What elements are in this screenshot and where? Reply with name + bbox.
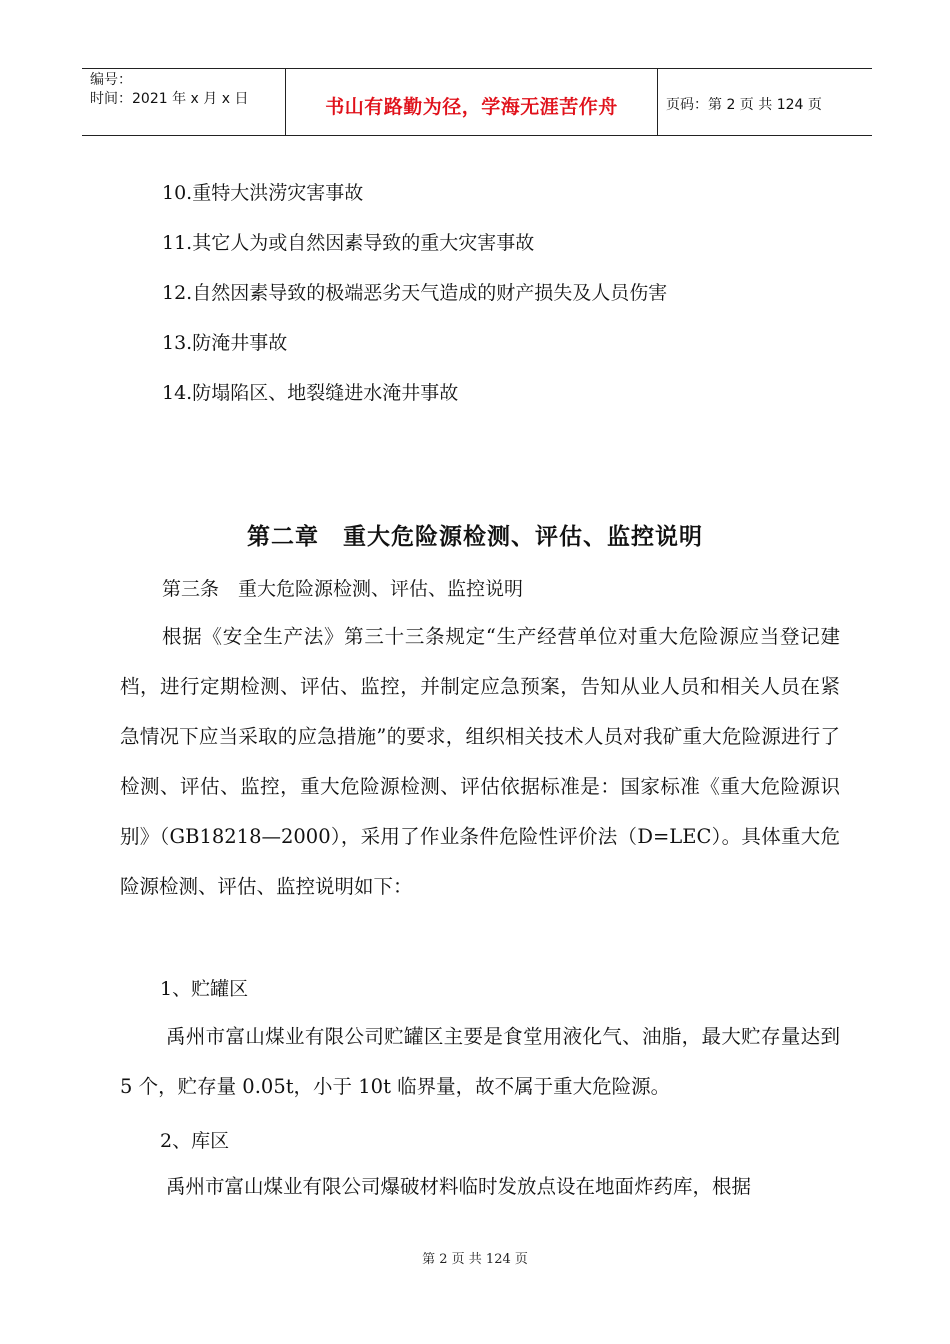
page-footer: 第 2 页 共 124 页 — [422, 1252, 528, 1267]
header-motto-cell — [285, 69, 658, 135]
list-item: 12.自然因素导致的极端恶劣天气造成的财产损失及人员伤害 — [162, 282, 668, 304]
section-paragraph: 禹州市富山煤业有限公司爆破材料临时发放点设在地面炸药库，根据 — [166, 1175, 752, 1198]
header-motto: 书山有路勤为径，学海无涯苦作舟 — [325, 95, 618, 118]
list-item: 11.其它人为或自然因素导致的重大灾害事故 — [162, 232, 535, 254]
document-time-label: 时间：2021 年 x 月 x 日 — [90, 91, 249, 107]
section-paragraph: 禹州市富山煤业有限公司贮罐区主要是食堂用液化气、油脂，最大贮存量达到 5 个，贮存量 0.05t，小于 10t 临界量，故不属于重大危险源。 — [120, 1025, 840, 1098]
section-title: 1、贮罐区 — [160, 978, 249, 1000]
list-item: 13.防淹井事故 — [162, 332, 288, 354]
page-header — [82, 68, 872, 136]
article-title: 第三条 重大危险源检测、评估、监控说明 — [162, 578, 524, 600]
header-page-info: 页码：第 2 页 共 124 页 — [666, 97, 822, 113]
chapter-heading: 第二章 重大危险源检测、评估、监控说明 — [247, 524, 703, 550]
header-meta — [82, 69, 285, 135]
section-title: 2、库区 — [160, 1130, 230, 1152]
list-item: 14.防塌陷区、地裂缝进水淹井事故 — [162, 382, 459, 404]
document-number-label: 编号： — [90, 72, 132, 88]
list-item: 10.重特大洪涝灾害事故 — [162, 182, 364, 204]
main-paragraph: 根据《安全生产法》第三十三条规定“生产经营单位对重大危险源应当登记建档，进行定期检测、评估、监控，并制定应急预案，告知从业人员和相关人员在紧急情况下应当采取的应急措施”的要求，组织相关技术人员对我矿重大危险源进行了检测、评估、监控，重大危险源检测、评估依据标准是：国家标准《重大危险源识别》（GB18218—2000），采用了作业条件危险性评价法（D=LEC）。具体重大危险源检测、评估、监控说明如下： — [120, 625, 840, 898]
